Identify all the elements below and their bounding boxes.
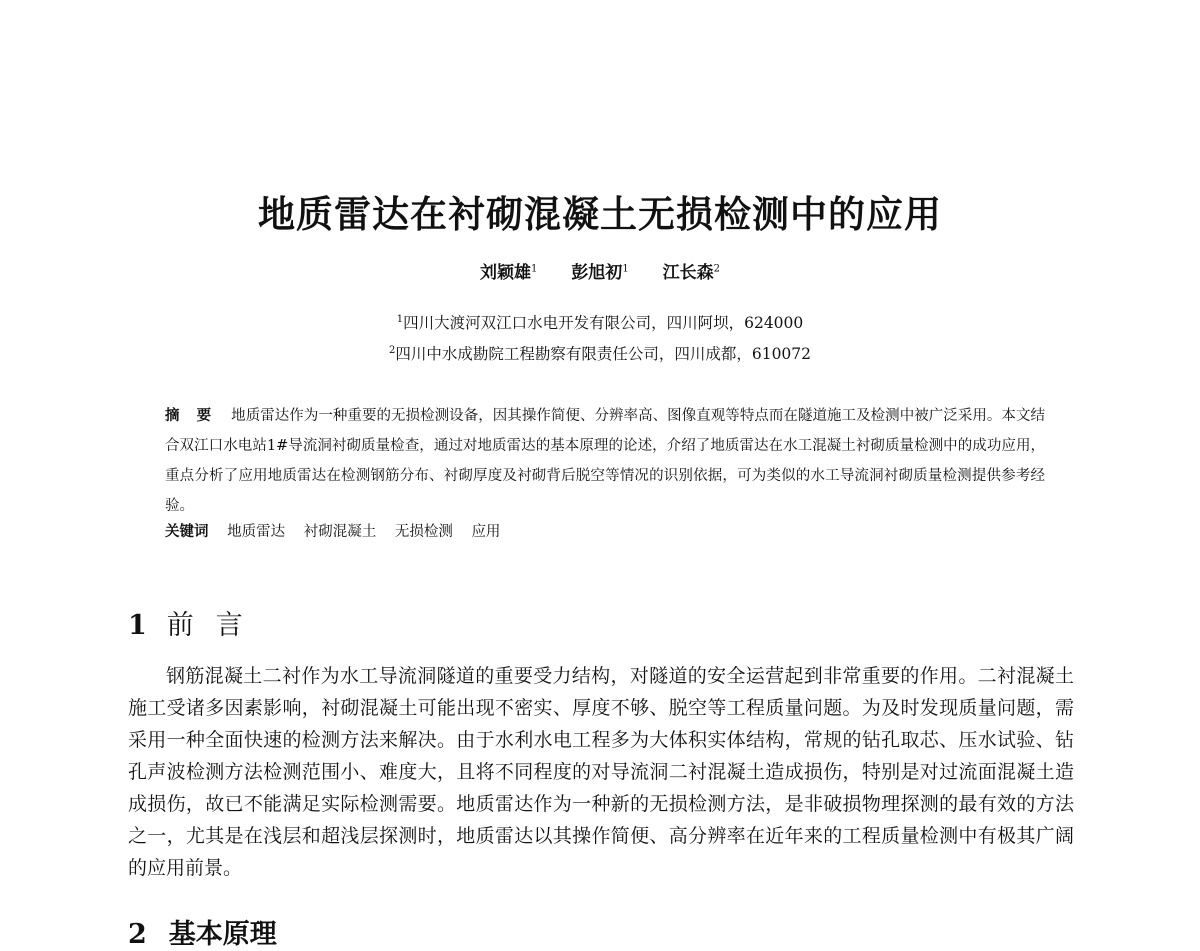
affiliation-text: 四川中水成勘院工程勘察有限责任公司，四川成都，610072 [395, 345, 812, 363]
section-heading [128, 603, 265, 642]
section-heading [128, 912, 277, 951]
author-name: 彭旭初 [571, 263, 623, 283]
affiliation-mark: 2 [388, 344, 396, 356]
author-name: 江长森 [662, 263, 714, 283]
abstract-text: 地质雷达作为一种重要的无损检测设备，因其操作简便、分辨率高、图像直观等特点而在隧道施工及检测中被广泛采用。本文结合双江口水电站1#导流洞衬砌质量检查，通过对地质雷达的基本原理的论述，介绍了地质雷达在水工混凝土衬砌质量检测中的成功应用，重点分析了应用地质雷达在检测钢筋分布、衬砌厚度及衬砌背后脱空等情况的识别依据，可为类似的水工导流洞衬砌质量检测提供参考经验。 [165, 408, 1045, 514]
author-list [0, 258, 1200, 283]
keyword: 衬砌混凝土 [303, 524, 377, 540]
section-title: 基本原理 [168, 919, 277, 950]
paper-title: 地质雷达在衬砌混凝土无损检测中的应用 [258, 193, 942, 236]
author [480, 263, 537, 283]
author-affiliation-mark: 2 [713, 263, 720, 275]
author-affiliation-mark: 1 [622, 263, 629, 275]
author-name: 刘颖雄 [480, 263, 532, 283]
author-affiliation-mark: 1 [531, 263, 538, 275]
section-title: 前言 [166, 610, 265, 641]
section-number: 1 [128, 610, 147, 641]
keyword: 地质雷达 [227, 524, 286, 540]
author [571, 263, 628, 283]
affiliation-mark: 1 [396, 313, 404, 325]
abstract [165, 401, 1045, 521]
affiliation [0, 342, 1200, 364]
keywords [165, 520, 514, 541]
keyword: 无损检测 [394, 524, 453, 540]
abstract-label: 摘 要 [165, 408, 218, 424]
section-body: 钢筋混凝土二衬作为水工导流洞隧道的重要受力结构，对隧道的安全运营起到非常重要的作用。二衬混凝土施工受诸多因素影响，衬砌混凝土可能出现不密实、厚度不够、脱空等工程质量问题。为及时发现质量问题，需采用一种全面快速的检测方法来解决。由于水利水电工程多为大体积实体结构，常规的钻孔取芯、压水试验、钻孔声波检测方法检测范围小、难度大，且将不同程度的对导流洞二衬混凝土造成损伤，特别是对过流面混凝土造成损伤，故已不能满足实际检测需要。地质雷达作为一种新的无损检测方法，是非破损物理探测的最有效的方法之一，尤其是在浅层和超浅层探测时，地质雷达以其操作简便、高分辨率在近年来的工程质量检测中有极其广阔的应用前景。 [128, 665, 1074, 879]
section-number: 2 [128, 919, 147, 950]
affiliation [0, 311, 1200, 333]
keywords-label: 关键词 [165, 524, 209, 540]
affiliation-text: 四川大渡河双江口水电开发有限公司，四川阿坝，624000 [403, 314, 804, 332]
author [663, 263, 720, 283]
keyword: 应用 [471, 524, 501, 540]
